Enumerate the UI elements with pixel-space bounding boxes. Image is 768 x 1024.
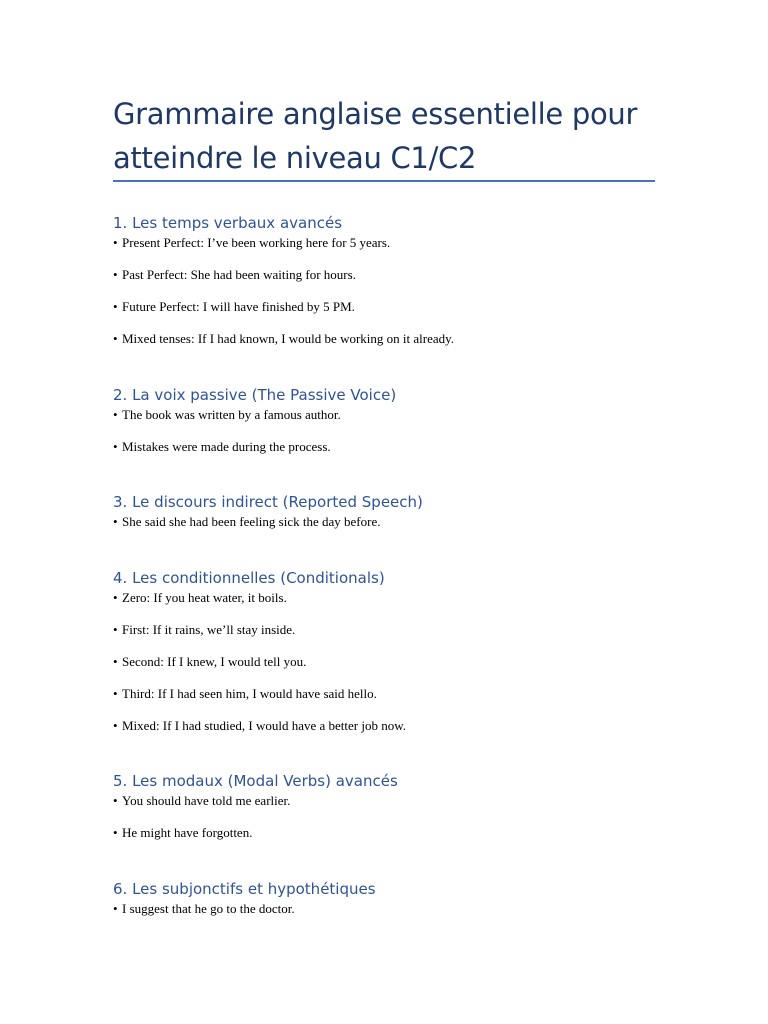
- bullet-text: Present Perfect: I’ve been working here for 5 years.: [122, 235, 391, 250]
- bullet-icon: •: [113, 686, 118, 701]
- bullet-icon: •: [113, 590, 118, 605]
- bullet-item: [113, 792, 673, 824]
- bullet-item: [113, 824, 673, 856]
- section-verb-tenses: [113, 212, 673, 362]
- bullet-icon: •: [113, 407, 118, 422]
- bullet-text: Past Perfect: She had been waiting for hours.: [122, 267, 356, 282]
- bullet-icon: •: [113, 514, 118, 529]
- bullet-text: First: If it rains, we’ll stay inside.: [122, 622, 296, 637]
- bullet-icon: •: [113, 825, 118, 840]
- title-underline: [113, 180, 655, 182]
- section-heading: 2. La voix passive (The Passive Voice): [113, 386, 397, 404]
- bullet-list: [113, 792, 673, 856]
- bullet-icon: •: [113, 654, 118, 669]
- bullet-icon: •: [113, 439, 118, 454]
- bullet-item: [113, 589, 673, 621]
- bullet-text: The book was written by a famous author.: [122, 407, 341, 422]
- section-heading: 4. Les conditionnelles (Conditionals): [113, 569, 385, 587]
- bullet-item: [113, 900, 673, 932]
- section-heading: 6. Les subjonctifs et hypothétiques: [113, 880, 376, 898]
- bullet-item: [113, 266, 673, 298]
- bullet-list: [113, 589, 673, 749]
- section-subjunctives: [113, 878, 673, 932]
- bullet-item: [113, 298, 673, 330]
- bullet-item: [113, 438, 673, 470]
- section-heading: 5. Les modaux (Modal Verbs) avancés: [113, 772, 398, 790]
- bullet-list: [113, 900, 673, 932]
- bullet-icon: •: [113, 267, 118, 282]
- bullet-item: [113, 513, 673, 545]
- bullet-icon: •: [113, 235, 118, 250]
- bullet-item: [113, 330, 673, 362]
- bullet-item: [113, 717, 673, 749]
- bullet-item: [113, 234, 673, 266]
- section-modal-verbs: [113, 770, 673, 856]
- bullet-text: Third: If I had seen him, I would have said hello.: [122, 686, 377, 701]
- bullet-icon: •: [113, 622, 118, 637]
- bullet-list: [113, 513, 673, 545]
- bullet-item: [113, 406, 673, 438]
- bullet-icon: •: [113, 901, 118, 916]
- bullet-text: She said she had been feeling sick the day before.: [122, 514, 381, 529]
- bullet-item: [113, 621, 673, 653]
- bullet-text: You should have told me earlier.: [122, 793, 291, 808]
- bullet-text: Mistakes were made during the process.: [122, 439, 331, 454]
- bullet-text: Mixed tenses: If I had known, I would be working on it already.: [122, 331, 455, 346]
- bullet-text: Future Perfect: I will have finished by 5 PM.: [122, 299, 355, 314]
- bullet-text: I suggest that he go to the doctor.: [122, 901, 295, 916]
- bullet-list: [113, 234, 673, 362]
- bullet-item: [113, 653, 673, 685]
- document-title: Grammaire anglaise essentielle pour atteindre le niveau C1/C2: [113, 97, 638, 175]
- bullet-text: He might have forgotten.: [122, 825, 253, 840]
- bullet-item: [113, 685, 673, 717]
- bullet-text: Mixed: If I had studied, I would have a better job now.: [122, 718, 407, 733]
- section-reported-speech: [113, 491, 673, 545]
- bullet-icon: •: [113, 793, 118, 808]
- bullet-icon: •: [113, 718, 118, 733]
- bullet-list: [113, 406, 673, 470]
- bullet-text: Second: If I knew, I would tell you.: [122, 654, 307, 669]
- section-heading: 3. Le discours indirect (Reported Speech): [113, 493, 423, 511]
- bullet-icon: •: [113, 331, 118, 346]
- section-conditionals: [113, 567, 673, 749]
- section-passive-voice: [113, 384, 673, 470]
- bullet-text: Zero: If you heat water, it boils.: [122, 590, 287, 605]
- section-heading: 1. Les temps verbaux avancés: [113, 214, 343, 232]
- bullet-icon: •: [113, 299, 118, 314]
